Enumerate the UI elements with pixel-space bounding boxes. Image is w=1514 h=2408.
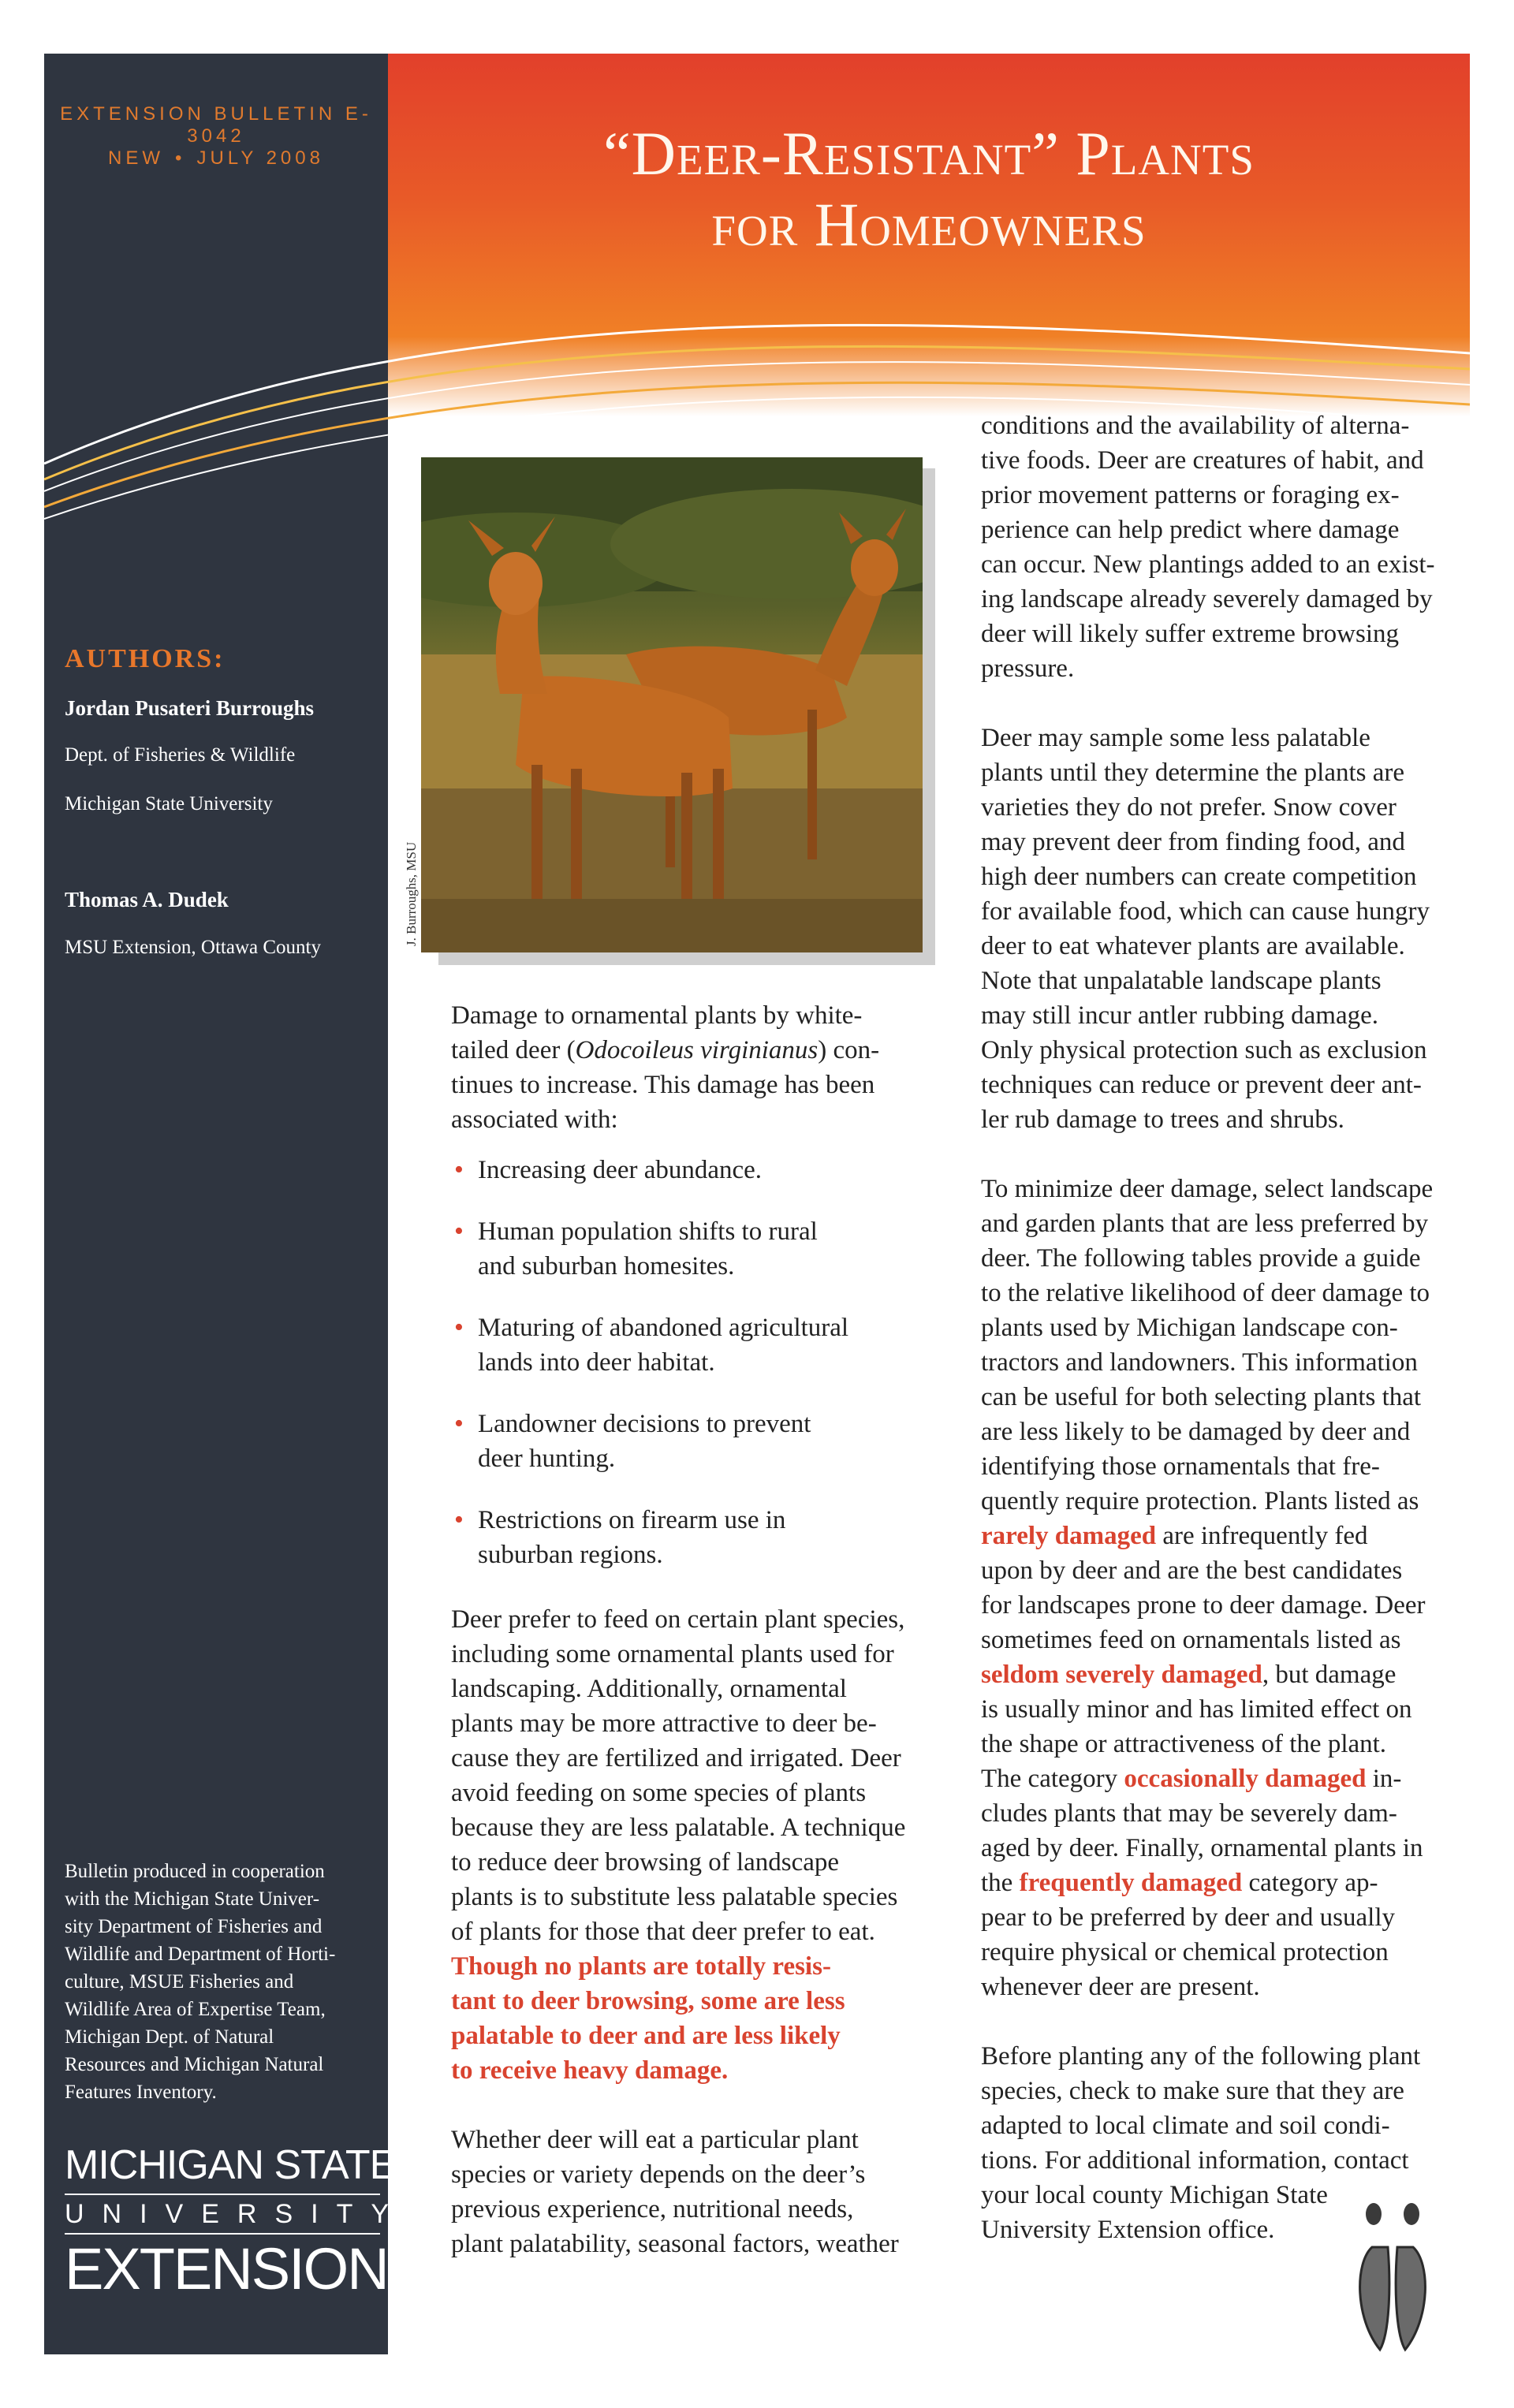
text-line: high deer numbers can create competition bbox=[981, 863, 1417, 891]
date-label: JULY 2008 bbox=[196, 147, 324, 169]
list-item bbox=[451, 1153, 924, 1187]
term-frequently-damaged: frequently damaged bbox=[1019, 1869, 1243, 1897]
damage-causes-list bbox=[451, 1153, 924, 1572]
text-line: Deer may sample some less palatable bbox=[981, 724, 1370, 752]
text-line: tractors and landowners. This information bbox=[981, 1348, 1418, 1377]
text-line: Increasing deer abundance. bbox=[478, 1156, 763, 1184]
damage-categories-paragraph bbox=[981, 1172, 1462, 2004]
two-deer-photo-icon bbox=[421, 457, 923, 952]
text-line: lands into deer habitat. bbox=[478, 1348, 715, 1377]
text-span: are infrequently fed bbox=[1156, 1522, 1368, 1550]
text-line: identifying those ornamentals that fre- bbox=[981, 1452, 1380, 1481]
text-line: for available food, which can cause hungry bbox=[981, 897, 1430, 926]
text-line: plants used by Michigan landscape con- bbox=[981, 1314, 1398, 1342]
text-line: cludes plants that may be severely dam- bbox=[981, 1799, 1397, 1828]
text-line bbox=[981, 1866, 1462, 1900]
text-line: Deer prefer to feed on certain plant species, bbox=[451, 1605, 905, 1634]
text-line: To minimize deer damage, select landscape bbox=[981, 1175, 1434, 1203]
text-line: Human population shifts to rural bbox=[478, 1217, 818, 1246]
intro-paragraph bbox=[451, 998, 924, 1137]
text-line: pear to be preferred by deer and usually bbox=[981, 1903, 1396, 1932]
text-line: can occur. New plantings added to an exist- bbox=[981, 550, 1435, 579]
note-line: Michigan Dept. of Natural bbox=[65, 2026, 274, 2048]
text-line: deer will likely suffer extreme browsing bbox=[981, 620, 1399, 648]
text-line: tions. For additional information, contact bbox=[981, 2146, 1409, 2175]
title-line-2: for Homeowners bbox=[711, 190, 1147, 259]
page-title bbox=[388, 118, 1470, 260]
text-line: varieties they do not prefer. Snow cover bbox=[981, 793, 1397, 822]
bullet-icon: • bbox=[454, 1155, 464, 1184]
text-line: your local county Michigan State bbox=[981, 2181, 1328, 2209]
text-line: suburban regions. bbox=[478, 1541, 663, 1569]
sidebar bbox=[44, 54, 408, 2354]
text-line bbox=[981, 1761, 1462, 1796]
note-line: Bulletin produced in cooperation bbox=[65, 1861, 325, 1882]
text-line: tive foods. Deer are creatures of habit, and bbox=[981, 446, 1424, 475]
text-line: adapted to local climate and soil condi- bbox=[981, 2112, 1390, 2140]
text-line: prior movement patterns or foraging ex- bbox=[981, 481, 1400, 509]
list-item bbox=[451, 1407, 924, 1476]
author-name: Thomas A. Dudek bbox=[65, 888, 229, 911]
text-line: University Extension office. bbox=[981, 2216, 1275, 2244]
logo-line-3: EXTENSION bbox=[65, 2236, 388, 2302]
text-line: the shape or attractiveness of the plant. bbox=[981, 1730, 1387, 1758]
bullet-icon: • bbox=[454, 1217, 464, 1246]
text-line: previous experience, nutritional needs, bbox=[451, 2195, 854, 2223]
text-line: is usually minor and has limited effect on bbox=[981, 1695, 1412, 1724]
logo-line-2: UNIVERSITY bbox=[65, 2194, 380, 2235]
term-seldom-severely-damaged: seldom severely damaged bbox=[981, 1661, 1262, 1689]
text-line: tinues to increase. This damage has been bbox=[451, 1071, 875, 1099]
text-span: the bbox=[981, 1869, 1020, 1897]
sampling-paragraph bbox=[981, 721, 1462, 1137]
text-line: Damage to ornamental plants by white- bbox=[451, 1001, 863, 1030]
text-line: to the relative likelihood of deer damage to bbox=[981, 1279, 1430, 1307]
emphasis-line: tant to deer browsing, some are less bbox=[451, 1987, 845, 2015]
text-line: and suburban homesites. bbox=[478, 1252, 735, 1280]
text-line: conditions and the availability of alterna- bbox=[981, 412, 1410, 440]
term-occasionally-damaged: occasionally damaged bbox=[1124, 1765, 1367, 1793]
title-line-1: “Deer-Resistant” Plants bbox=[603, 119, 1255, 188]
deer-hoofprint-icon bbox=[1348, 2200, 1435, 2358]
text-line: Whether deer will eat a particular plant bbox=[451, 2126, 859, 2154]
text-line: to reduce deer browsing of landscape bbox=[451, 1848, 840, 1877]
cooperation-note bbox=[65, 1858, 380, 2106]
text-line: perience can help predict where damage bbox=[981, 516, 1400, 544]
note-line: culture, MSUE Fisheries and bbox=[65, 1971, 294, 1992]
text-line: cause they are fertilized and irrigated. Deer bbox=[451, 1744, 901, 1772]
list-item bbox=[451, 1310, 924, 1380]
text-span: The category bbox=[981, 1765, 1124, 1793]
text-line: may prevent deer from finding food, and bbox=[981, 828, 1405, 856]
text-line: landscaping. Additionally, ornamental bbox=[451, 1675, 847, 1703]
note-line: Features Inventory. bbox=[65, 2082, 217, 2103]
emphasis-line: palatable to deer and are less likely bbox=[451, 2022, 841, 2050]
text-line: because they are less palatable. A technique bbox=[451, 1813, 906, 1842]
text-line: pressure. bbox=[981, 654, 1075, 683]
text-line: Maturing of abandoned agricultural bbox=[478, 1314, 849, 1342]
bulletin-code: EXTENSION BULLETIN E-3042 bbox=[60, 103, 372, 147]
text-line: may still incur antler rubbing damage. bbox=[981, 1001, 1379, 1030]
text-line: plants may be more attractive to deer be- bbox=[451, 1709, 877, 1738]
text-line: and garden plants that are less preferred by bbox=[981, 1210, 1429, 1238]
column-1 bbox=[451, 998, 924, 2261]
note-line: Wildlife Area of Expertise Team, bbox=[65, 1999, 326, 2020]
text-line: deer to eat whatever plants are available. bbox=[981, 932, 1405, 960]
text-span: category ap- bbox=[1242, 1869, 1378, 1897]
text-span: , but damage bbox=[1262, 1661, 1397, 1689]
list-item bbox=[451, 1214, 924, 1284]
text-line: plant palatability, seasonal factors, weather bbox=[451, 2230, 899, 2258]
text-line: species, check to make sure that they are bbox=[981, 2077, 1404, 2105]
photo-credit: J. Burroughs, MSU bbox=[404, 841, 419, 946]
text-line: Note that unpalatable landscape plants bbox=[981, 967, 1382, 995]
text-line: plants until they determine the plants are bbox=[981, 759, 1405, 787]
note-line: Wildlife and Department of Horti- bbox=[65, 1944, 336, 1965]
author-affiliation: Michigan State University bbox=[65, 793, 273, 814]
bullet-icon: • bbox=[454, 1313, 464, 1342]
selection-factors-paragraph bbox=[451, 2123, 924, 2261]
habit-paragraph bbox=[981, 408, 1462, 686]
text-line: upon by deer and are the best candidates bbox=[981, 1556, 1403, 1585]
deer-photo bbox=[421, 457, 923, 952]
text-line: tailed deer (Odocoileus virginianus) con- bbox=[451, 1036, 880, 1064]
bullet-icon: • bbox=[454, 1505, 464, 1534]
text-line: species or variety depends on the deer’s bbox=[451, 2160, 866, 2189]
note-line: sity Department of Fisheries and bbox=[65, 1916, 323, 1937]
text-line: sometimes feed on ornamentals listed as bbox=[981, 1626, 1401, 1654]
note-line: Resources and Michigan Natural bbox=[65, 2054, 324, 2075]
text-line: aged by deer. Finally, ornamental plants in bbox=[981, 1834, 1423, 1862]
note-line: with the Michigan State Univer- bbox=[65, 1888, 320, 1910]
edition-label: NEW bbox=[108, 147, 165, 169]
text-span: in- bbox=[1366, 1765, 1402, 1793]
text-line: Only physical protection such as exclusion bbox=[981, 1036, 1427, 1064]
text-line: deer hunting. bbox=[478, 1444, 616, 1473]
text-line: avoid feeding on some species of plants bbox=[451, 1779, 867, 1807]
author-name: Jordan Pusateri Burroughs bbox=[65, 696, 315, 720]
text-line: ing landscape already severely damaged by bbox=[981, 585, 1433, 613]
text-line: ler rub damage to trees and shrubs. bbox=[981, 1105, 1344, 1134]
text-line: Restrictions on firearm use in bbox=[478, 1506, 786, 1534]
text-line: plants is to substitute less palatable species bbox=[451, 1883, 898, 1911]
text-line: quently require protection. Plants listed as bbox=[981, 1487, 1419, 1515]
logo-line-1: MICHIGAN STATE bbox=[65, 2142, 397, 2188]
species-name: Odocoileus virginianus bbox=[575, 1036, 819, 1064]
text-line bbox=[981, 1657, 1462, 1692]
author-affiliation: Dept. of Fisheries & Wildlife bbox=[65, 744, 296, 766]
authors-heading: AUTHORS: bbox=[65, 644, 226, 673]
text-line: associated with: bbox=[451, 1105, 618, 1134]
msu-extension-logo bbox=[65, 2141, 408, 2302]
bullet-icon: • bbox=[454, 1409, 464, 1438]
text-line: techniques can reduce or prevent deer ant- bbox=[981, 1071, 1422, 1099]
bullet-dot-icon: • bbox=[175, 147, 186, 169]
bulletin-edition-date bbox=[44, 147, 388, 170]
text-line: deer. The following tables provide a guide bbox=[981, 1244, 1421, 1273]
term-rarely-damaged: rarely damaged bbox=[981, 1522, 1157, 1550]
palatability-paragraph bbox=[451, 1602, 924, 2088]
text-line: whenever deer are present. bbox=[981, 1973, 1260, 2001]
column-2 bbox=[981, 408, 1462, 2247]
text-line: can be useful for both selecting plants that bbox=[981, 1383, 1422, 1411]
text-line: require physical or chemical protection bbox=[981, 1938, 1389, 1966]
list-item bbox=[451, 1503, 924, 1572]
text-line: Before planting any of the following plant bbox=[981, 2042, 1421, 2071]
text-line: for landscapes prone to deer damage. Deer bbox=[981, 1591, 1426, 1620]
emphasis-line: to receive heavy damage. bbox=[451, 2056, 729, 2085]
text-line bbox=[981, 1519, 1462, 1553]
text-line: are less likely to be damaged by deer and bbox=[981, 1418, 1411, 1446]
text-line: of plants for those that deer prefer to eat. bbox=[451, 1918, 875, 1946]
author-affiliation: MSU Extension, Ottawa County bbox=[65, 937, 321, 958]
emphasis-line: Though no plants are totally resis- bbox=[451, 1952, 831, 1981]
text-line: including some ornamental plants used for bbox=[451, 1640, 894, 1668]
text-line: Landowner decisions to prevent bbox=[478, 1410, 811, 1438]
